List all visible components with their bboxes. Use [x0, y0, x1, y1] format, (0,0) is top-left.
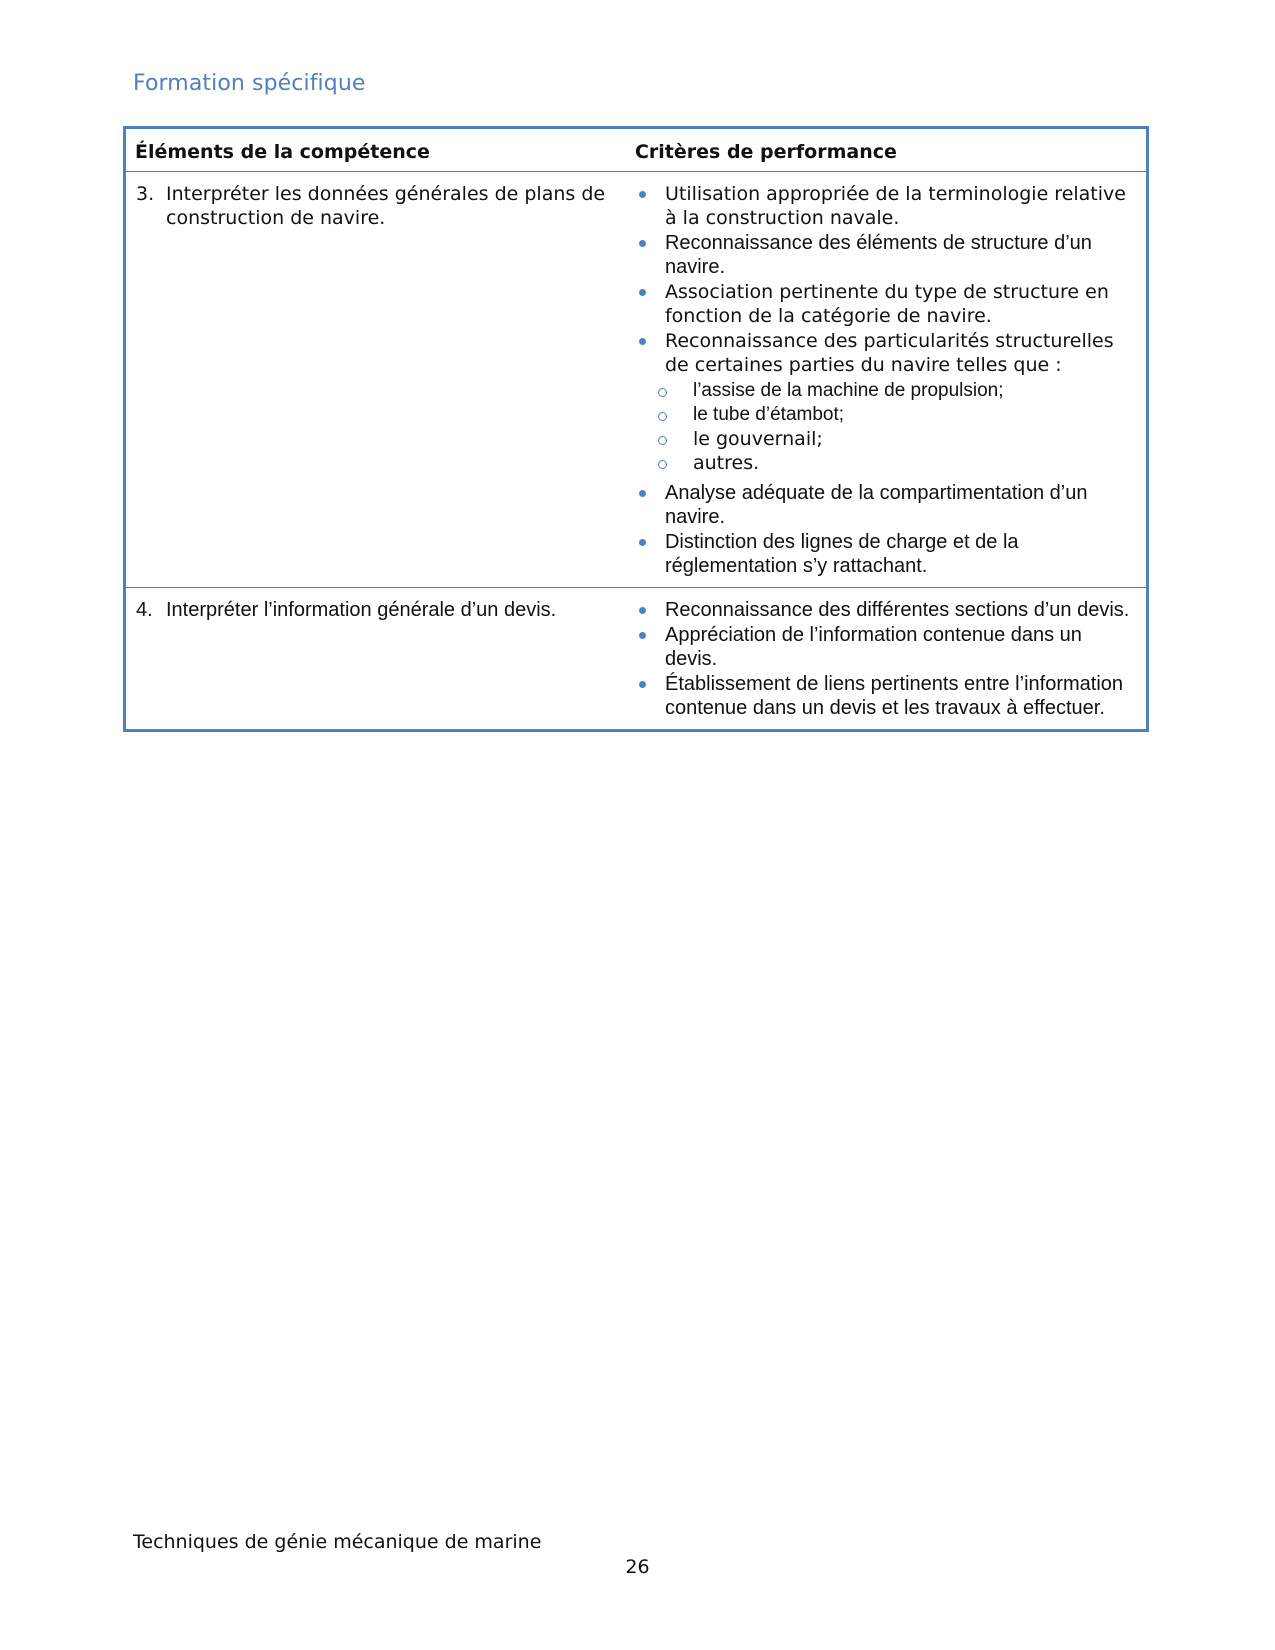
hollow-bullet-icon: [635, 379, 693, 403]
sub-list-item: [635, 403, 1132, 427]
list-item: [635, 481, 1132, 529]
competence-element: [126, 172, 635, 230]
criterion-text: Analyse adéquate de la compartimentation d’un navire.: [664, 482, 1088, 528]
sub-list-item: [635, 427, 1132, 451]
list-item: [635, 623, 1132, 671]
sub-criteria-list: [635, 379, 1132, 475]
section-title: Formation spécifique: [133, 71, 366, 96]
list-item: [635, 530, 1132, 578]
column-header-criteria: Critères de performance: [635, 128, 1148, 172]
hollow-bullet-icon: [635, 403, 693, 427]
bullet-icon: [635, 672, 665, 720]
sub-item-text: le tube d’étambot;: [692, 404, 845, 425]
criteria-cell: [635, 588, 1148, 731]
bullet-icon: [635, 182, 665, 230]
sub-list-item: [635, 379, 1132, 403]
bullet-icon: [635, 280, 665, 328]
table-header-row: [125, 128, 1148, 172]
criterion-lead-text: Reconnaissance des particularités structurelles de certaines parties du navire telles que :: [664, 330, 1114, 376]
table-row: [125, 588, 1148, 731]
list-item: [635, 182, 1132, 230]
list-item: [635, 329, 1132, 377]
hollow-bullet-icon: [635, 451, 693, 475]
bullet-icon: [635, 231, 665, 279]
page-number: 26: [625, 1556, 650, 1578]
criterion-text: Appréciation de l’information contenue dans un devis.: [664, 624, 1082, 670]
bullet-icon: [635, 623, 665, 671]
table-row: [125, 172, 1148, 588]
list-item: [635, 231, 1132, 279]
element-text: Interpréter les données générales de plans de construction de navire.: [166, 183, 606, 229]
criterion-text: Distinction des lignes de charge et de la réglementation s’y rattachant.: [664, 531, 1019, 577]
criterion-text: Association pertinente du type de structure en fonction de la catégorie de navire.: [664, 281, 1109, 327]
hollow-bullet-icon: [635, 427, 693, 451]
column-header-elements: Éléments de la compétence: [125, 128, 635, 172]
criterion-text: Reconnaissance des différentes sections d’un devis.: [664, 599, 1130, 621]
element-number: 3.: [136, 183, 155, 205]
list-item: [635, 598, 1132, 622]
list-item: [635, 280, 1132, 328]
bullet-icon: [635, 530, 665, 578]
element-cell: [125, 588, 635, 731]
element-text: Interpréter l’information générale d’un devis.: [166, 599, 557, 621]
criteria-cell: [635, 172, 1148, 588]
sub-item-text: autres.: [692, 452, 760, 474]
sub-list-item: [635, 451, 1132, 475]
criteria-list: [635, 172, 1146, 587]
footer-program-name: Techniques de génie mécanique de marine: [133, 1531, 542, 1553]
criterion-text: Établissement de liens pertinents entre l’information contenue dans un devis et les travaux à effectuer.: [664, 673, 1124, 719]
bullet-icon: [635, 598, 665, 622]
sub-item-text: le gouvernail;: [692, 428, 823, 450]
sub-list-container: [635, 379, 1132, 475]
competence-element: [126, 588, 635, 622]
competence-table: [123, 126, 1149, 732]
bullet-icon: [635, 329, 665, 377]
criterion-text: Utilisation appropriée de la terminologie relative à la construction navale.: [664, 183, 1126, 229]
element-cell: [125, 172, 635, 588]
list-item: [635, 672, 1132, 720]
criterion-text: Reconnaissance des éléments de structure d’un navire.: [664, 232, 1092, 278]
sub-item-text: l’assise de la machine de propulsion;: [692, 380, 1004, 401]
bullet-icon: [635, 481, 665, 529]
criteria-list: [635, 588, 1146, 729]
element-number: 4.: [136, 599, 153, 621]
criterion-text: [665, 329, 1132, 377]
